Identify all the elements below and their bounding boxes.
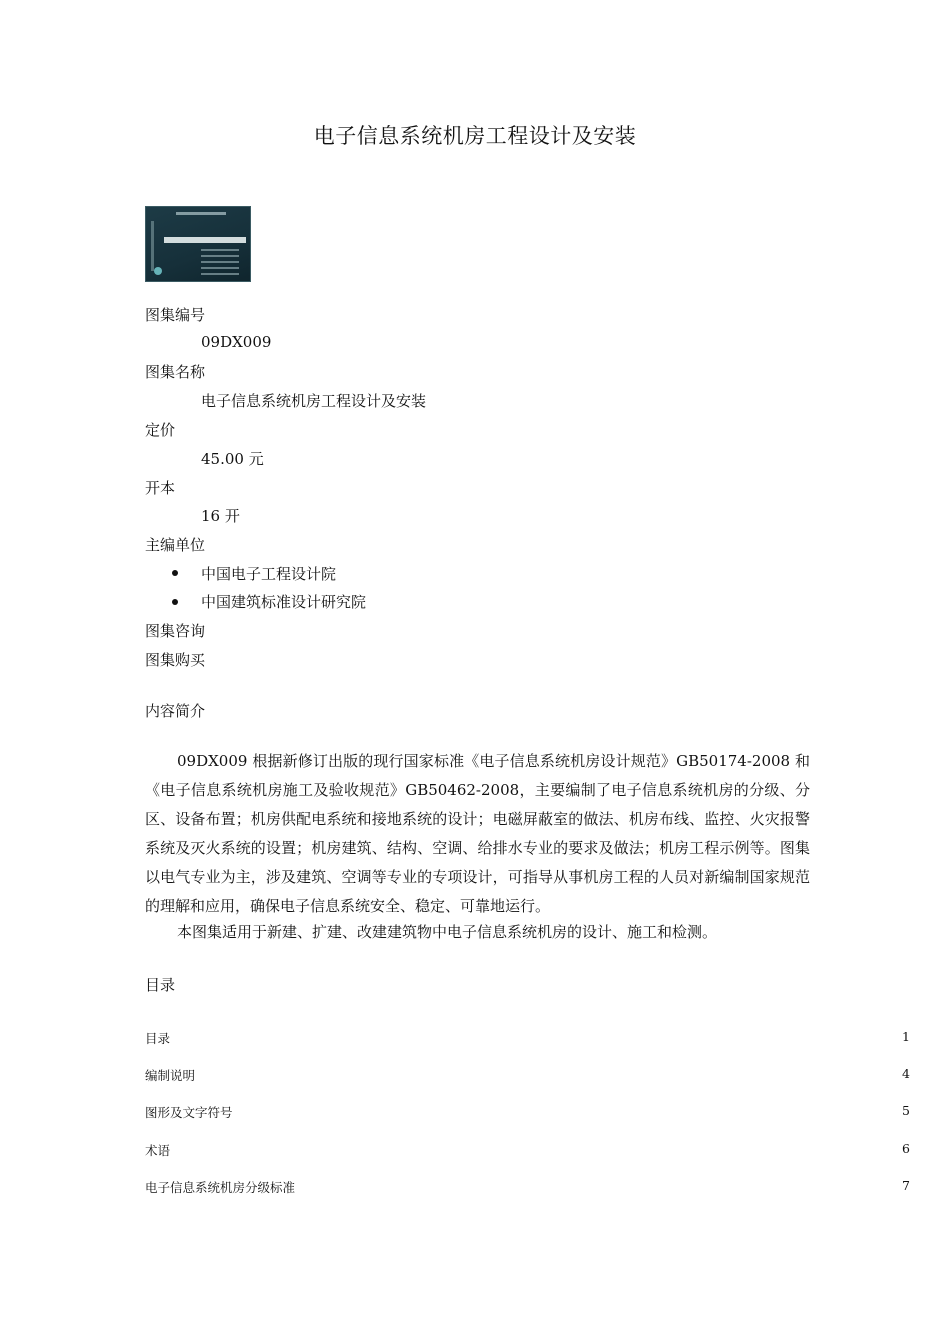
intro-paragraph: 本图集适用于新建、扩建、改建建筑物中电子信息系统机房的设计、施工和检测。	[177, 923, 718, 941]
atlas-consult-link[interactable]: 图集咨询	[145, 622, 206, 640]
book-cover-image	[145, 206, 251, 282]
toc-page: 6	[902, 1141, 910, 1156]
field-label-price: 定价	[145, 421, 176, 439]
cover-line	[201, 249, 239, 251]
field-label-format: 开本	[145, 479, 176, 497]
cover-spine-band	[151, 221, 154, 271]
field-value-atlas-number: 09DX009	[201, 333, 272, 351]
cover-title-band	[164, 237, 246, 243]
toc-page: 1	[902, 1029, 910, 1044]
field-value-format: 16 开	[201, 507, 240, 525]
toc-title: 目录	[145, 1031, 171, 1046]
field-label-atlas-number: 图集编号	[145, 306, 206, 324]
bullet-icon	[172, 599, 178, 605]
cover-line	[201, 261, 239, 263]
cover-header-band	[176, 212, 226, 215]
bullet-icon	[172, 570, 178, 576]
toc-title: 术语	[145, 1143, 171, 1158]
editors-label: 主编单位	[145, 536, 206, 554]
toc-title: 电子信息系统机房分级标准	[145, 1180, 296, 1195]
page-title: 电子信息系统机房工程设计及安装	[313, 124, 637, 148]
editor-item: 中国电子工程设计院	[201, 565, 337, 583]
toc-page: 4	[902, 1066, 910, 1081]
intro-heading: 内容简介	[145, 702, 206, 720]
field-value-atlas-name: 电子信息系统机房工程设计及安装	[201, 392, 427, 410]
toc-heading: 目录	[145, 976, 176, 994]
intro-paragraph: 09DX009 根据新修订出版的现行国家标准《电子信息系统机房设计规范》GB50174-2008 和《电子信息系统机房施工及验收规范》GB50462-2008，主要编制了电子信息系统机房的分级、分区、设备布置；机房供配电系统和接地系统的设计；电磁屏蔽室的做法、机房布线、监控、火灾报警系统及灭火系统的设置；机房建筑、结构、空调、给排水专业的要求及做法；机房工程示例等。图集以电气专业为主，涉及建筑、空调等专业的专项设计，可指导从事机房工程的人员对新编制国家规范的理解和应用，确保电子信息系统安全、稳定、可靠地运行。	[145, 752, 810, 915]
cover-logo-icon	[154, 267, 162, 275]
toc-title: 编制说明	[145, 1068, 196, 1083]
toc-page: 7	[902, 1178, 910, 1193]
cover-line	[201, 255, 239, 257]
toc-title: 图形及文字符号	[145, 1105, 233, 1120]
cover-line	[201, 267, 239, 269]
field-label-atlas-name: 图集名称	[145, 363, 206, 381]
editor-item: 中国建筑标准设计研究院	[201, 593, 367, 611]
atlas-purchase-link[interactable]: 图集购买	[145, 651, 206, 669]
toc-page: 5	[902, 1103, 910, 1118]
field-value-price: 45.00 元	[201, 450, 264, 468]
cover-line	[201, 273, 239, 275]
